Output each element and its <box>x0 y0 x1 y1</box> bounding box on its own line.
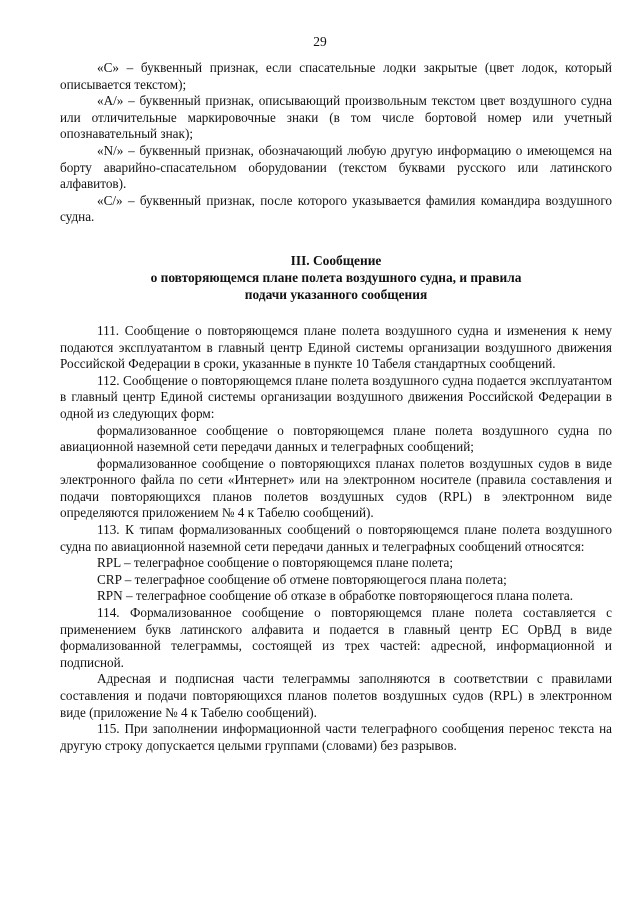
paragraph-113-rpn: RPN – телеграфное сообщение об отказе в обработке повторяющегося плана полета. <box>97 588 574 604</box>
paragraph-112-form-1: формализованное сообщение о повторяющемся плане полета воздушного судна по авиационной наземной сети передачи данных и телеграфных сообщений; <box>60 422 612 455</box>
page-content <box>60 60 612 754</box>
paragraph-114: 114. Формализованное сообщение о повторяющемся плане полета составляется с применением букв латинского алфавита и подается в главный центр ЕС ОрВД в виде формализованной телеграммы, состоящей из трех частей: адресной, информационной и подписной. <box>60 605 612 670</box>
section-heading-line-1: III. Сообщение <box>290 252 382 268</box>
paragraph-113-rpl: RPL – телеграфное сообщение о повторяющемся плане полета; <box>97 555 454 571</box>
paragraph-112-form-2: формализованное сообщение о повторяющихся планах полетов воздушных судов в виде электронного файла по сети «Интернет» или на электронном носителе (правила составления и подачи повторяющихся планов полетов воздушных судов (RPL) в электронном виде определяются приложением № 4 к Табелю сообщений). <box>60 455 612 521</box>
paragraph-115: 115. При заполнении информационной части телеграфного сообщения перенос текста на другую строку допускается целыми группами (словами) без разрывов. <box>60 721 612 753</box>
page-number: 29 <box>313 34 327 49</box>
paragraph-114-parts: Адресная и подписная части телеграммы заполняются в соответствии с правилами составления и подачи повторяющихся планов полетов воздушных судов (RPL) в электронном виде (приложение № 4 к Табелю сообщений). <box>60 671 612 720</box>
paragraph-113: 113. К типам формализованных сообщений о повторяющемся плане полета воздушного судна по авиационной наземной сети передачи данных и телеграфных сообщений относятся: <box>60 522 612 554</box>
paragraph-a-aircraft-color: «A/» – буквенный признак, описывающий произвольным текстом цвет воздушного судна или отличительные маркировочные знаки (в том числе бортовой номер или учетный опознавательный знак); <box>60 93 612 142</box>
paragraph-111: 111. Сообщение о повторяющемся плане полета воздушного судна и изменения к нему подаются эксплуатантом в главный центр Единой системы организации воздушного движения Российской Федерации в сроки, указанные в пункте 10 Табеля стандартных сообщений. <box>60 322 612 372</box>
section-heading-line-2: о повторяющемся плане полета воздушного судна, и правила <box>150 269 522 285</box>
paragraph-112: 112. Сообщение о повторяющемся плане полета воздушного судна подается эксплуатантом в главный центр Единой системы организации воздушного движения Российской Федерации в одной из следующих форм: <box>60 372 612 421</box>
section-heading <box>60 252 612 303</box>
paragraph-n-other-info: «N/» – буквенный признак, обозначающий любую другую информацию о имеющемся на борту аварийно-спасательном оборудовании (текстом буквами русского или латинского алфавитов). <box>60 142 612 192</box>
paragraph-c-lifeboats: «C» – буквенный признак, если спасательные лодки закрытые (цвет лодок, который описывается текстом); <box>60 60 612 92</box>
section-heading-line-3: подачи указанного сообщения <box>244 286 428 302</box>
paragraph-c-commander: «C/» – буквенный признак, после которого указывается фамилия командира воздушного судна. <box>60 192 612 225</box>
paragraph-113-crp: CRP – телеграфное сообщение об отмене повторяющегося плана полета; <box>97 571 507 587</box>
